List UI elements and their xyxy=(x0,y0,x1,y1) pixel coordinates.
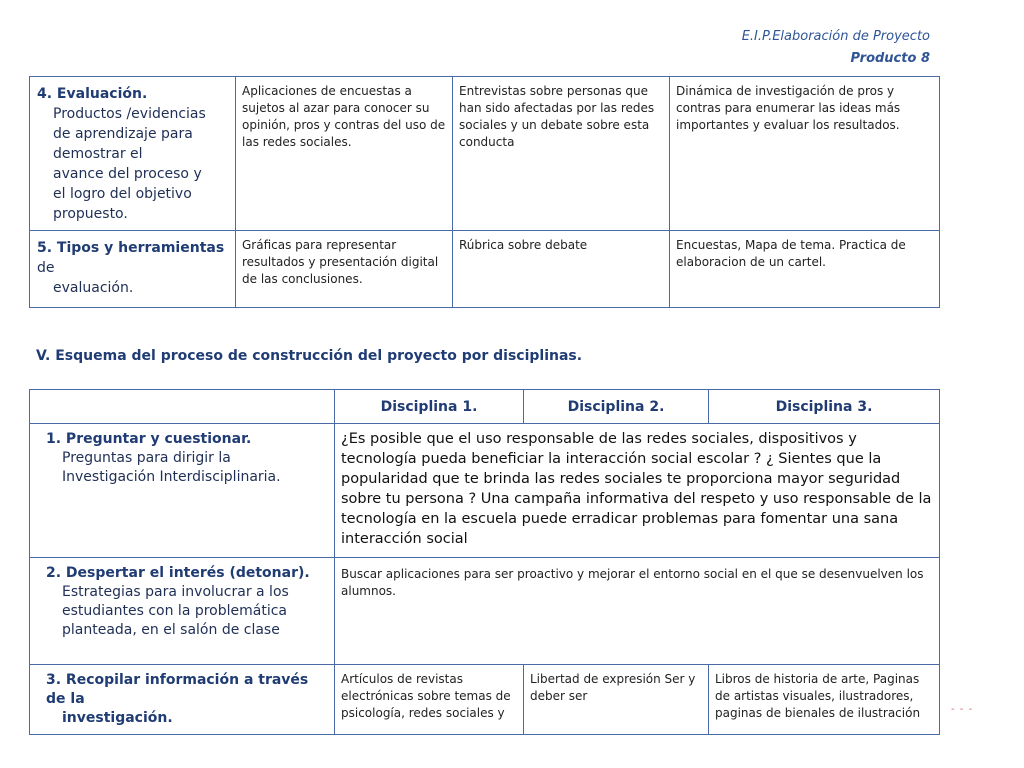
label-line: Productos /evidencias xyxy=(53,106,206,122)
evaluation-table xyxy=(29,76,940,308)
empty-header-cell xyxy=(30,390,335,424)
table-row xyxy=(30,231,940,308)
label-line: el logro del objetivo xyxy=(53,186,192,202)
label-line: avance del proceso y xyxy=(53,166,202,182)
row-heading: 4. Evaluación. xyxy=(37,86,148,102)
section-title: V. Esquema del proceso de construcción del proyecto por disciplinas. xyxy=(36,348,583,364)
table-cell: Entrevistas sobre personas que han sido afectadas por las redes sociales y un debate sobre esta conducta xyxy=(453,77,670,231)
label-line: Investigación Interdisciplinaria. xyxy=(62,469,281,485)
header-title: E.I.P.Elaboración de Proyecto xyxy=(741,29,930,44)
label-line: planteada, en el salón de clase xyxy=(62,622,280,638)
table-cell: Encuestas, Mapa de tema. Practica de elaboracion de un cartel. xyxy=(670,231,940,308)
questions-cell: ¿Es posible que el uso responsable de las redes sociales, dispositivos y tecnología pueda beneficiar la interacción social escolar ? ¿ Sientes que la popularidad que te brinda las redes sociales te proporciona mayor seguridad sobre tu persona ? Una campaña informativa del respeto y uso responsable de la tecnología en la escuela puede erradicar problemas para fomentar una sana interacción social xyxy=(335,424,940,558)
table-cell: Libros de historia de arte, Paginas de artistas visuales, ilustradores, paginas de bienales de ilustración xyxy=(709,665,940,735)
label-line: Preguntas para dirigir la xyxy=(62,450,231,466)
strategies-cell: Buscar aplicaciones para ser proactivo y mejorar el entorno social en el que se desenvuelven los alumnos. xyxy=(335,558,940,665)
label-line: Estrategias para involucrar a los xyxy=(62,584,289,600)
table-cell: Dinámica de investigación de pros y contras para enumerar las ideas más importantes y evaluar los resultados. xyxy=(670,77,940,231)
table-cell: Libertad de expresión Ser y deber ser xyxy=(524,665,709,735)
row-heading: 5. Tipos y herramientas xyxy=(37,240,225,256)
label-line: propuesto. xyxy=(53,206,128,222)
table-row xyxy=(30,558,940,665)
header-product: Producto 8 xyxy=(850,51,930,66)
row-subtext xyxy=(37,104,229,224)
table-cell: Aplicaciones de encuestas a sujetos al azar para conocer su opinión, pros y contras del uso de las redes sociales. xyxy=(236,77,453,231)
table-row xyxy=(30,77,940,231)
row-heading: 1. Preguntar y cuestionar. xyxy=(46,431,252,447)
label-line: demostrar el xyxy=(53,146,143,162)
row-heading: 2. Despertar el interés (detonar). xyxy=(46,565,310,581)
label-line: de aprendizaje para xyxy=(53,126,193,142)
header-disciplina-1: Disciplina 1. xyxy=(335,390,524,424)
label-line: estudiantes con la problemática xyxy=(62,603,288,619)
label-line: evaluación. xyxy=(53,280,134,296)
footer-dash-mark: - - - xyxy=(951,704,974,715)
header-disciplina-2: Disciplina 2. xyxy=(524,390,709,424)
row-label-evaluacion xyxy=(30,77,236,231)
table-row xyxy=(30,665,940,735)
table-header-row xyxy=(30,390,940,424)
row-label-despertar xyxy=(30,558,335,665)
header-disciplina-3: Disciplina 3. xyxy=(709,390,940,424)
row-label-tipos xyxy=(30,231,236,308)
row-label-preguntar xyxy=(30,424,335,558)
table-cell: Gráficas para representar resultados y presentación digital de las conclusiones. xyxy=(236,231,453,308)
table-cell: Rúbrica sobre debate xyxy=(453,231,670,308)
row-heading-cont: investigación. xyxy=(62,710,173,726)
row-heading: 3. Recopilar información a través de la xyxy=(46,672,309,707)
disciplines-table xyxy=(29,389,940,735)
row-heading-rest: de xyxy=(37,260,55,276)
table-row xyxy=(30,424,940,558)
row-label-recopilar xyxy=(30,665,335,735)
table-cell: Artículos de revistas electrónicas sobre temas de psicología, redes sociales y xyxy=(335,665,524,735)
